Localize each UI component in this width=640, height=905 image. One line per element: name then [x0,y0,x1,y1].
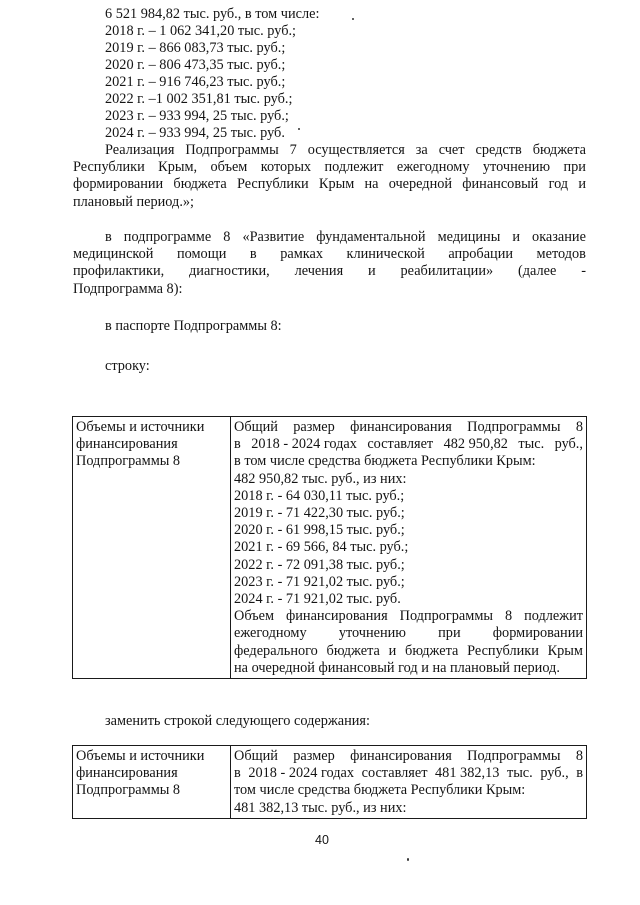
row-word: строку: [105,358,150,374]
label-cell: Объемы и источники финансирования Подпрограммы 8 [73,746,231,819]
year-line: 2019 г. – 866 083,73 тыс. руб.; [105,40,286,56]
paragraph-line: Подпрограмма 8): [73,280,183,297]
year-line: 2018 г. – 1 062 341,20 тыс. руб.; [105,23,297,39]
new-row-table [72,745,587,819]
passport-line: в паспорте Подпрограммы 8: [105,318,282,334]
year-line: 2018 г. - 64 030,11 тыс. руб.; [234,487,405,504]
paragraph-line: Реализация Подпрограммы 7 осуществляется за счет средств бюджета [105,142,586,158]
year-line: 2022 г. - 72 091,38 тыс. руб.; [234,556,405,573]
year-line: 2021 г. – 916 746,23 тыс. руб.; [105,74,286,90]
year-line: 2021 г. - 69 566, 84 тыс. руб.; [234,539,409,556]
table-row [73,417,587,679]
old-row-table [72,416,587,679]
label-cell: Объемы и источники финансирования Подпрограммы 8 [73,417,231,679]
page-number: 40 [315,833,329,847]
paragraph-line: Республики Крым, объем которых подлежит ежегодному уточнению при [73,159,586,176]
paragraph-line: медицинской помощи в рамках клинической апробации методов [73,246,586,263]
total-amount-line: 6 521 984,82 тыс. руб., в том числе: [105,6,320,22]
scan-speck [352,18,354,20]
year-line: 2024 г. – 933 994, 25 тыс. руб. [105,125,285,141]
year-line: 2024 г. - 71 921,02 тыс. руб. [234,591,401,608]
paragraph-line: плановый период.»; [73,193,195,210]
year-line: 2019 г. - 71 422,30 тыс. руб.; [234,505,405,522]
paragraph-line: формировании бюджета Республики Крым на очередной финансовый год и [73,176,586,193]
realization-paragraph [73,142,586,211]
scan-speck [407,858,409,861]
year-line: 2020 г. - 61 998,15 тыс. руб.; [234,522,405,539]
value-cell: Общий размер финансирования Подпрограммы 8 в 2018 - 2024 годах составляет 482 950,82 тыс. руб., в том числе средства бюджета Республики Крым: 482 950,82 тыс. руб., из них: 2018 г. - 64 030,11 тыс. руб.; 2019 г. - 71 422,30 тыс. руб.; 2020 г. - 61 998,15 тыс. руб.; 2021 г. - 69 566, 84 тыс. руб.; 2022 г. - 72 091,38 тыс. руб.; 2023 г. - 71 921,02 тыс. руб.; 2024 г. - 71 921,02 тыс. руб. Объем финансирования Подпрограммы 8 подлежит ежегодному уточнению при формировании федерального бюджета и бюджета Республики Крым на очередной финансовый год и на плановый период. [231,417,587,679]
value-cell: Общий размер финансирования Подпрограммы 8 в 2018 - 2024 годах составляет 481 382,13 тыс. руб., в том числе средства бюджета Республики Крым: 481 382,13 тыс. руб., из них: [231,746,587,819]
year-line: 2020 г. – 806 473,35 тыс. руб.; [105,57,286,73]
table-row [73,746,587,819]
year-line: 2022 г. –1 002 351,81 тыс. руб.; [105,91,293,107]
year-line: 2023 г. – 933 994, 25 тыс. руб.; [105,108,289,124]
subprogram-paragraph [73,229,586,298]
paragraph-line: профилактики, диагностики, лечения и реабилитации» (далее - [73,263,586,280]
year-line: 2023 г. - 71 921,02 тыс. руб.; [234,573,405,590]
scan-speck [298,128,300,130]
replace-line: заменить строкой следующего содержания: [105,713,370,729]
paragraph-line: в подпрограмме 8 «Развитие фундаментальной медицины и оказание [105,229,586,245]
